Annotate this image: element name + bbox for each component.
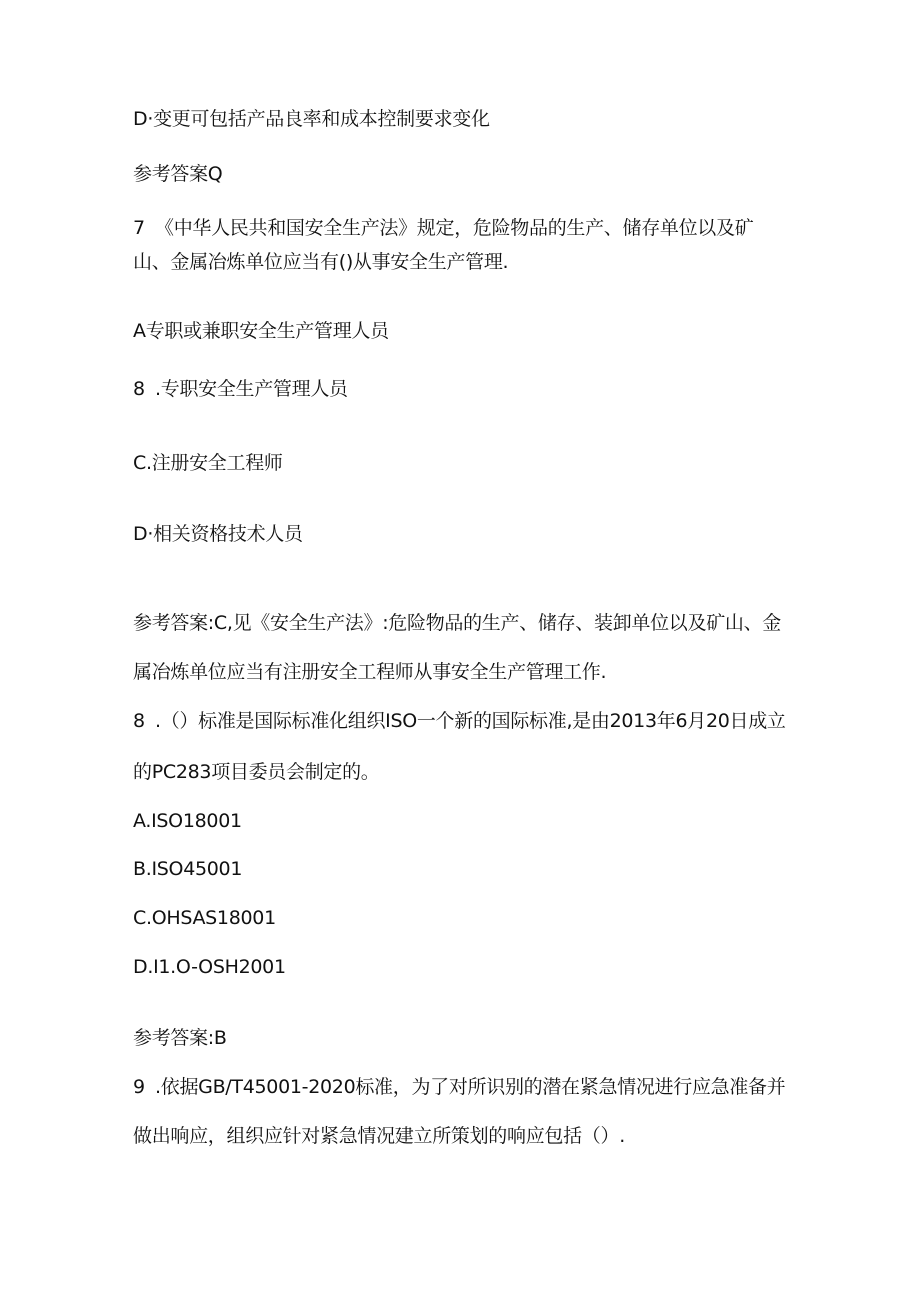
option-number: 8 bbox=[133, 378, 145, 400]
answer-text: 参考答案Q bbox=[133, 163, 223, 185]
question-8-text: .（）标准是国际标准化组织ISO一个新的国际标准,是由2013年6月20日成立 bbox=[155, 710, 786, 732]
question-7-line-2 bbox=[133, 250, 508, 274]
option-d-line bbox=[133, 107, 490, 131]
option-a-line bbox=[133, 319, 389, 343]
option-a-iso-text: A.ISO18001 bbox=[133, 810, 242, 832]
question-7-text: 《中华人民共和国安全生产法》规定，危险物品的生产、储存单位以及矿 bbox=[155, 217, 754, 239]
question-number: 9 bbox=[133, 1076, 145, 1098]
answer-b-text: 参考答案:B bbox=[133, 1027, 227, 1049]
option-b-iso-line bbox=[133, 857, 242, 881]
question-number: 8 bbox=[133, 710, 145, 732]
question-9-line-2 bbox=[133, 1124, 625, 1148]
question-7-line-1 bbox=[133, 216, 753, 240]
answer-explanation-text: 参考答案:C,见《安全生产法》:危险物品的生产、储存、装卸单位以及矿山、金 bbox=[133, 612, 782, 634]
answer-b-line bbox=[133, 1026, 227, 1050]
option-c-text: C.注册安全工程师 bbox=[133, 452, 283, 474]
question-number: 7 bbox=[133, 217, 145, 239]
option-d-iso-text: D.I1.O-OSH2001 bbox=[133, 956, 286, 978]
option-b-line bbox=[133, 377, 348, 401]
option-d-iso-line bbox=[133, 955, 286, 979]
option-a-text: A专职或兼职安全生产管理人员 bbox=[133, 320, 389, 342]
answer-explanation-text-cont: 属冶炼单位应当有注册安全工程师从事安全生产管理工作. bbox=[133, 661, 607, 683]
option-a-iso-line bbox=[133, 809, 242, 833]
option-c-line bbox=[133, 451, 283, 475]
answer-explanation-line-2 bbox=[133, 660, 606, 684]
option-d2-text: D·相关资格技术人员 bbox=[133, 523, 303, 545]
question-9-text-cont: 做出响应，组织应针对紧急情况建立所策划的响应包括（）. bbox=[133, 1125, 625, 1147]
option-b-text: .专职安全生产管理人员 bbox=[155, 378, 348, 400]
answer-line bbox=[133, 162, 222, 186]
question-8-line-1 bbox=[133, 709, 786, 733]
option-b-iso-text: B.ISO45001 bbox=[133, 858, 243, 880]
option-d2-line bbox=[133, 522, 303, 546]
question-9-line-1 bbox=[133, 1075, 785, 1099]
option-c-iso-text: C.OHSAS18001 bbox=[133, 907, 276, 929]
option-d-text: D·变更可包括产品良率和成本控制要求变化 bbox=[133, 108, 490, 130]
answer-explanation-line-1 bbox=[133, 611, 781, 635]
question-8-line-2 bbox=[133, 760, 380, 784]
option-c-iso-line bbox=[133, 906, 276, 930]
question-9-text: .依据GB/T45001-2020标准，为了对所识别的潜在紧急情况进行应急准备并 bbox=[155, 1076, 786, 1098]
question-8-text-cont: 的PC283项目委员会制定的。 bbox=[133, 761, 380, 783]
question-7-text-cont: 山、金属冶炼单位应当有()从事安全生产管理. bbox=[133, 251, 509, 273]
